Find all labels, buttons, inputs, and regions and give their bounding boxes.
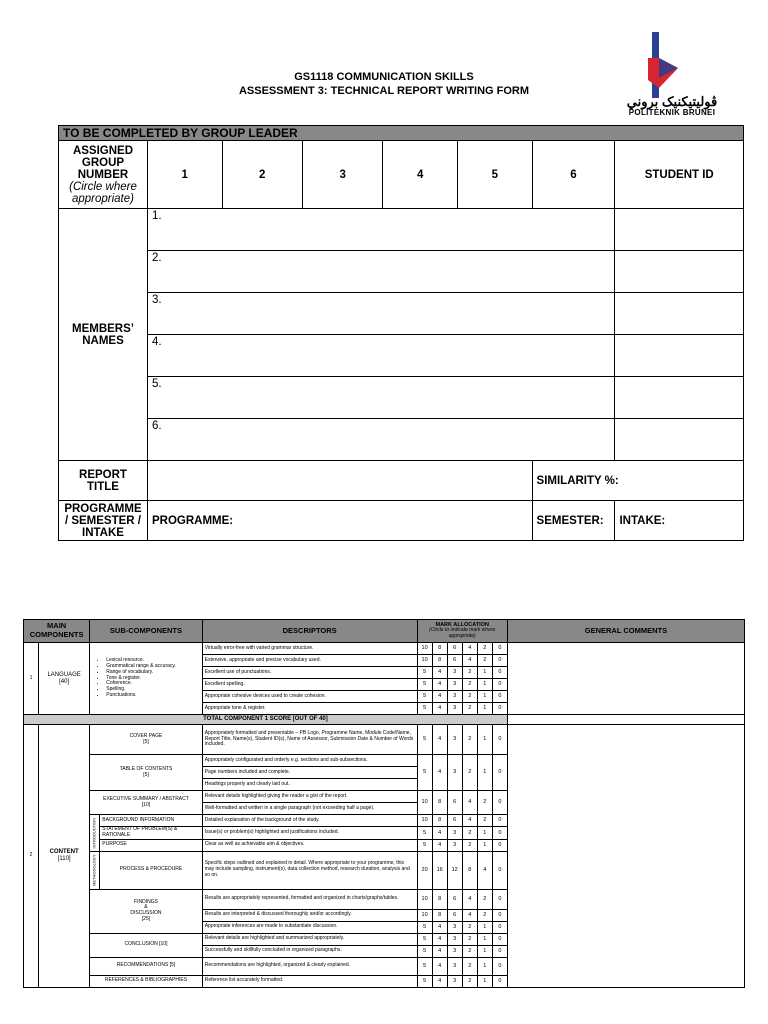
findings-sub: FINDINGS & DISCUSSION [25] (90, 889, 202, 933)
form-subtitle: ASSESSMENT 3: TECHNICAL REPORT WRITING FORM (238, 85, 530, 97)
mark-option[interactable]: 10 (417, 655, 432, 667)
mark-option[interactable]: 6 (447, 815, 462, 827)
mark-option[interactable]: 2 (477, 791, 492, 815)
mark-option[interactable]: 0 (492, 945, 507, 957)
mark-option[interactable]: 5 (417, 933, 432, 945)
references-sub: REFERENCES & BIBLIOGRAPHIES (90, 975, 202, 987)
mark-option[interactable]: 2 (462, 755, 477, 791)
mark-option[interactable]: 0 (492, 909, 507, 921)
mark-option[interactable]: 0 (492, 643, 507, 655)
mark-option[interactable]: 1 (477, 945, 492, 957)
mark-option[interactable]: 12 (447, 851, 462, 889)
mark-option[interactable]: 5 (417, 827, 432, 840)
descriptor: Appropriate cohesive devices used to create cohesion. (202, 691, 417, 703)
descriptor: Appropriate inferences are made to substantiate discussion. (202, 921, 417, 933)
mark-option[interactable]: 8 (432, 643, 447, 655)
mark-option[interactable]: 2 (462, 839, 477, 851)
mark-option[interactable]: 1 (477, 933, 492, 945)
member-name-4[interactable]: 4. (147, 335, 615, 377)
mark-option[interactable]: 0 (492, 851, 507, 889)
intake-field[interactable]: INTAKE: (615, 501, 744, 541)
mark-option[interactable]: 3 (447, 703, 462, 715)
mark-option[interactable]: 4 (462, 889, 477, 909)
mark-option[interactable]: 4 (432, 725, 447, 755)
component-1-comments[interactable] (507, 643, 744, 715)
process-sub: PROCESS & PROCEDURE (100, 851, 202, 889)
mark-option[interactable]: 1 (477, 691, 492, 703)
mark-option[interactable]: 4 (432, 839, 447, 851)
mark-option[interactable]: 20 (417, 851, 432, 889)
mark-option[interactable]: 6 (447, 791, 462, 815)
descriptor: Appropriate tone & register. (202, 703, 417, 715)
mark-option[interactable]: 3 (447, 827, 462, 840)
semester-field[interactable]: SEMESTER: (532, 501, 615, 541)
descriptor: Appropriately configurated and orderly e.g. sections and sub-subsections. (202, 755, 417, 767)
descriptor: Well-formatted and written in a single paragraph (not exceeding half a page). (202, 803, 417, 815)
descriptor: Issue(s) or problem(s) highlighted and justifications included. (202, 827, 417, 840)
mark-option[interactable]: 3 (447, 933, 462, 945)
mark-option[interactable]: 8 (432, 889, 447, 909)
descriptor: Virtually error-free with varied grammar structure. (202, 643, 417, 655)
methodology-label: METHODOLOGY (90, 851, 100, 889)
programme-field[interactable]: PROGRAMME: (147, 501, 532, 541)
mark-option[interactable]: 5 (417, 691, 432, 703)
mark-option[interactable]: 8 (432, 909, 447, 921)
member-id-2[interactable] (615, 251, 744, 293)
similarity-field[interactable]: SIMILARITY %: (532, 461, 743, 501)
members-label: MEMBERS’ NAMES (59, 209, 148, 461)
descriptor: Extensive, appropriate and precise vocabulary used. (202, 655, 417, 667)
mark-option[interactable]: 1 (477, 839, 492, 851)
mark-option[interactable]: 3 (447, 691, 462, 703)
recommendations-sub: RECOMMENDATIONS [5] (90, 957, 202, 975)
mark-option[interactable]: 1 (477, 921, 492, 933)
mark-option[interactable]: 0 (492, 957, 507, 975)
mark-option[interactable]: 1 (477, 679, 492, 691)
mark-option[interactable]: 0 (492, 667, 507, 679)
descriptor: Results are interpreted & discussed thoroughly and/or accordingly. (202, 909, 417, 921)
mark-option[interactable]: 10 (417, 889, 432, 909)
mark-option[interactable]: 2 (462, 957, 477, 975)
mark-option[interactable]: 5 (417, 725, 432, 755)
member-id-1[interactable] (615, 209, 744, 251)
mark-option[interactable]: 1 (477, 703, 492, 715)
mark-option[interactable]: 5 (417, 755, 432, 791)
mark-option[interactable]: 1 (477, 725, 492, 755)
member-name-3[interactable]: 3. (147, 293, 615, 335)
general-comments-header: GENERAL COMMENTS (507, 620, 744, 643)
mark-option[interactable]: 4 (477, 851, 492, 889)
mark-option[interactable]: 4 (432, 691, 447, 703)
intro-sub-background: BACKGROUND INFORMATION (100, 815, 202, 827)
mark-option[interactable]: 5 (417, 957, 432, 975)
mark-option[interactable]: 5 (417, 703, 432, 715)
mark-option[interactable]: 6 (447, 909, 462, 921)
mark-option[interactable]: 0 (492, 655, 507, 667)
student-id-header: STUDENT ID (615, 141, 744, 209)
assigned-group-label: ASSIGNED GROUP NUMBER (Circle where appropriate) (59, 141, 148, 209)
mark-option[interactable]: 3 (447, 975, 462, 987)
group-number-1[interactable]: 1 (147, 141, 222, 209)
mark-option[interactable]: 0 (492, 815, 507, 827)
mark-option[interactable]: 4 (432, 667, 447, 679)
member-id-6[interactable] (615, 419, 744, 461)
component-1-total-comment[interactable] (507, 715, 744, 725)
group-number-5[interactable]: 5 (458, 141, 533, 209)
descriptor: Reference list accurately formatted. (202, 975, 417, 987)
mark-option[interactable]: 1 (477, 667, 492, 679)
descriptor: Detailed explanation of the background of the study. (202, 815, 417, 827)
mark-option[interactable]: 10 (417, 815, 432, 827)
main-components-header: MAIN COMPONENTS (24, 620, 90, 643)
mark-option[interactable]: 3 (447, 667, 462, 679)
mark-option[interactable]: 2 (477, 909, 492, 921)
mark-option[interactable]: 0 (492, 827, 507, 840)
mark-option[interactable]: 2 (462, 691, 477, 703)
mark-option[interactable]: 16 (432, 851, 447, 889)
mark-option[interactable]: 3 (447, 755, 462, 791)
mark-option[interactable]: 4 (432, 945, 447, 957)
mark-option[interactable]: 1 (477, 975, 492, 987)
mark-option[interactable]: 4 (432, 957, 447, 975)
group-number-2[interactable]: 2 (222, 141, 302, 209)
component-2-comments[interactable] (507, 725, 744, 988)
mark-option[interactable]: 10 (417, 791, 432, 815)
mark-option[interactable]: 3 (447, 957, 462, 975)
mark-option[interactable]: 0 (492, 725, 507, 755)
component-1-number: 1 (24, 643, 39, 715)
language-subcomponents: • Lexical resource. • Grammatical range & accuracy. • Range of vocabulary. • Tone & register. • Coherence. • Spelling. • Punctuations. (90, 643, 202, 715)
mark-option[interactable]: 4 (462, 909, 477, 921)
conclusion-sub: CONCLUSION [10] (90, 933, 202, 957)
rubric-table (23, 619, 745, 988)
mark-option[interactable]: 4 (432, 703, 447, 715)
intro-sub-purpose: PURPOSE (100, 839, 202, 851)
mark-option[interactable]: 6 (447, 655, 462, 667)
mark-option[interactable]: 2 (477, 889, 492, 909)
member-name-1[interactable]: 1. (147, 209, 615, 251)
mark-option[interactable]: 0 (492, 791, 507, 815)
member-name-2[interactable]: 2. (147, 251, 615, 293)
mark-option[interactable]: 0 (492, 921, 507, 933)
descriptor: Successfully and skillfully concluded in organized paragraphs. (202, 945, 417, 957)
member-name-5[interactable]: 5. (147, 377, 615, 419)
mark-option[interactable]: 5 (417, 945, 432, 957)
toc-sub: TABLE OF CONTENTS [5] (90, 755, 202, 791)
executive-summary-sub: EXECUTIVE SUMMARY / ABSTRACT [10] (90, 791, 202, 815)
mark-option[interactable]: 10 (417, 643, 432, 655)
mark-option[interactable]: 1 (477, 957, 492, 975)
mark-option[interactable]: 5 (417, 679, 432, 691)
report-title-label: REPORT TITLE (59, 461, 148, 501)
mark-option[interactable]: 10 (417, 909, 432, 921)
mark-option[interactable]: 2 (462, 827, 477, 840)
mark-option[interactable]: 0 (492, 755, 507, 791)
descriptor: Clear as well as achievable aim & objectives. (202, 839, 417, 851)
member-id-3[interactable] (615, 293, 744, 335)
mark-option[interactable]: 2 (462, 725, 477, 755)
mark-option[interactable]: 3 (447, 921, 462, 933)
mark-option[interactable]: 0 (492, 839, 507, 851)
mark-option[interactable]: 8 (432, 815, 447, 827)
mark-option[interactable]: 1 (477, 755, 492, 791)
descriptor: Specific steps outlined and explained in detail. Where appropriate to your programme, this may include sampling, instrument(s), data collection method, research duration, analysis and so on. (202, 851, 417, 889)
mark-option[interactable]: 4 (462, 791, 477, 815)
mark-option[interactable]: 2 (462, 975, 477, 987)
mark-option[interactable]: 0 (492, 691, 507, 703)
mark-option[interactable]: 5 (417, 921, 432, 933)
mark-option[interactable]: 4 (462, 643, 477, 655)
descriptor: Relevant details are highlighted and summarized appropriately. (202, 933, 417, 945)
descriptor: Recommendations are highlighted, organized & clearly explained. (202, 957, 417, 975)
mark-option[interactable]: 4 (432, 921, 447, 933)
mark-option[interactable]: 4 (462, 655, 477, 667)
mark-option[interactable]: 8 (462, 851, 477, 889)
cover-page-sub: COVER PAGE [5] (90, 725, 202, 755)
introduction-label: INTRODUCTION (90, 815, 100, 852)
mark-option[interactable]: 0 (492, 975, 507, 987)
mark-option[interactable]: 2 (477, 655, 492, 667)
programme-label: PROGRAMME / SEMESTER / INTAKE (59, 501, 148, 541)
mark-option[interactable]: 4 (462, 815, 477, 827)
group-number-6[interactable]: 6 (532, 141, 615, 209)
mark-option[interactable]: 0 (492, 679, 507, 691)
mark-option[interactable]: 2 (462, 945, 477, 957)
group-number-4[interactable]: 4 (383, 141, 458, 209)
descriptor: Results are appropriately represented, formatted and organized in charts/graphs/tables. (202, 889, 417, 909)
logo-name: POLITEKNIK BRUNEI (628, 108, 716, 117)
form-title: GS1118 COMMUNICATION SKILLS (294, 71, 474, 83)
logo-arabic-text: ڤوليتيکنيک بروني (626, 94, 718, 109)
mark-option[interactable]: 4 (432, 933, 447, 945)
mark-option[interactable]: 1 (477, 827, 492, 840)
mark-option[interactable]: 2 (477, 815, 492, 827)
sub-components-header: SUB-COMPONENTS (90, 620, 202, 643)
component-2-name: CONTENT [110] (39, 725, 90, 988)
mark-option[interactable]: 2 (462, 703, 477, 715)
component-1-total: TOTAL COMPONENT 1 SCORE [OUT OF 40] (24, 715, 508, 725)
mark-option[interactable]: 0 (492, 703, 507, 715)
descriptors-header: DESCRIPTORS (202, 620, 417, 643)
component-1-name: LANGUAGE [40] (39, 643, 90, 715)
form-band: TO BE COMPLETED BY GROUP LEADER (59, 126, 744, 141)
member-id-5[interactable] (615, 377, 744, 419)
mark-option[interactable]: 0 (492, 889, 507, 909)
member-id-4[interactable] (615, 335, 744, 377)
mark-option[interactable]: 3 (447, 679, 462, 691)
mark-option[interactable]: 5 (417, 975, 432, 987)
mark-option[interactable]: 0 (492, 933, 507, 945)
intro-sub-statement: STATEMENT OF PROBLEM(S) & RATIONALE (100, 827, 202, 840)
descriptor: Excellent use of punctuations. (202, 667, 417, 679)
mark-option[interactable]: 3 (447, 725, 462, 755)
group-leader-form (58, 125, 744, 541)
member-name-6[interactable]: 6. (147, 419, 615, 461)
group-number-3[interactable]: 3 (302, 141, 382, 209)
mark-option[interactable]: 5 (417, 839, 432, 851)
mark-option[interactable]: 3 (447, 945, 462, 957)
mark-option[interactable]: 8 (432, 655, 447, 667)
descriptor: Page numbers included and complete. (202, 767, 417, 779)
mark-option[interactable]: 2 (462, 921, 477, 933)
mark-option[interactable]: 5 (417, 667, 432, 679)
mark-allocation-header: MARK ALLOCATION (Circle to indicate mark where appropriate) (417, 620, 507, 643)
mark-option[interactable]: 2 (462, 679, 477, 691)
mark-option[interactable]: 8 (432, 791, 447, 815)
mark-option[interactable]: 4 (432, 827, 447, 840)
descriptor: Relevant details highlighted giving the reader a gist of the report. (202, 791, 417, 803)
mark-option[interactable]: 2 (462, 933, 477, 945)
mark-option[interactable]: 6 (447, 889, 462, 909)
mark-option[interactable]: 6 (447, 643, 462, 655)
descriptor: Headings properly and clearly laid out. (202, 779, 417, 791)
component-2-number: 2 (24, 725, 39, 988)
mark-option[interactable]: 4 (432, 975, 447, 987)
report-title-field[interactable] (147, 461, 532, 501)
descriptor: Excellent spelling. (202, 679, 417, 691)
descriptor: Appropriately formatted and presentable – PB Logo, Programme Name, Module Code/Name, Report Title, Name(s), Student ID(s), Name of Assessor, Submission Date & Number of Words included. (202, 725, 417, 755)
mark-option[interactable]: 4 (432, 679, 447, 691)
mark-option[interactable]: 2 (462, 667, 477, 679)
mark-option[interactable]: 4 (432, 755, 447, 791)
mark-option[interactable]: 2 (477, 643, 492, 655)
mark-option[interactable]: 3 (447, 839, 462, 851)
